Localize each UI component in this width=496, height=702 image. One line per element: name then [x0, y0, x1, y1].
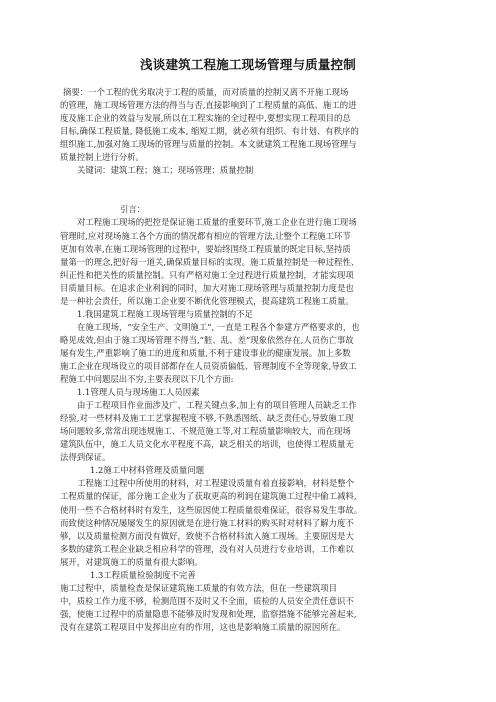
section-1-2-paragraph — [60, 477, 444, 568]
section-1-1-paragraph — [60, 399, 444, 464]
intro-line: 更加有效率,在施工现场管理的过程中，要始终围绕工程质量的既定目标,坚持质 — [60, 243, 351, 254]
abstract-line: 摘要：一个工程的优劣取决于工程的质量，而对质量的控制又离不开施工现场 — [63, 87, 349, 97]
page-title: 浅谈建筑工程施工现场管理与质量控制 — [140, 57, 356, 72]
section-1-heading: 1.我国建筑工程施工现场管理与质量控制的不足 — [77, 308, 253, 319]
abstract-line: 的管理，施工现场管理方法的得当与否,直接影响到了工程质量的高低、施工的进 — [60, 100, 357, 111]
section-1-1-line: 法得到保证。 — [60, 452, 111, 463]
section-1-2-line: 够，以及质量检测方面没有做好，致使不合格材料流入施工现场。主要原因是大 — [60, 530, 354, 541]
document-body — [60, 86, 444, 634]
section-1-2-heading: 1.2施工中材料管理及质量问题 — [90, 465, 205, 476]
intro-line: 管理时,应对现场施工各个方面的情况都有相应的管理方法,让整个工程施工环节 — [60, 230, 351, 241]
section-1-line: 略见成效,但由于施工现场管理不得当,“脏、乱、差”现象依然存在,人员伤亡事故 — [60, 334, 354, 345]
intro-line: 是一种社会责任，所以施工企业要不断优化管理模式，提高建筑工程施工质量。 — [60, 295, 354, 306]
section-1-line: 屡有发生,严重影响了施工的进度和质量,不利于建设事业的健康发展。加上多数 — [60, 347, 351, 358]
intro-line: 目质量目标。在追求企业利润的同时，加大对施工现场管理与质量控制力度是也 — [60, 282, 354, 293]
section-1-1-line: 场问题较多,常常出现违规施工、不规范施工等,对工程质量影响较大，而在现场 — [60, 426, 351, 437]
abstract-line: 目标,确保工程质量, 降低施工成本, 缩短工期，就必须有组织、有计划、有秩序的 — [60, 126, 359, 137]
section-1-1-heading: 1.1管理人员与现场施工人员因素 — [77, 387, 200, 398]
intro-heading: 引言： — [120, 204, 146, 215]
abstract-paragraph — [60, 86, 444, 164]
section-1-2-line: 使用一些不合格材料时有发生，这些原因使工程质量很难保证，很容易发生事故。 — [60, 504, 363, 515]
section-1-2-line: 而致使这种情况屡屡发生的原因就是在进行施工材料的购买时对材料了解力度不 — [60, 517, 354, 528]
section-1-3-heading: 1.3工程质量检验制度不完善 — [90, 569, 196, 580]
abstract-line: 度及施工企业的效益与发展,所以在工程实施的全过程中,要想实现工程项目的总 — [60, 113, 351, 124]
intro-line: 量第一的理念,把好每一道关,确保质量目标的实现。施工质量控制是一种过程性、 — [60, 256, 360, 267]
section-1-2-line: 展开，对建筑施工的质量有很大影响。 — [60, 556, 203, 567]
intro-line: 对工程施工现场的把控是保证施工质量的重要环节,施工企业在进行施工现场 — [77, 217, 357, 228]
section-1-1-line: 由于工程项目作业面涉及广，工程关键点多,加上有的项目管理人员缺乏工作 — [77, 400, 357, 411]
section-1-1-line: 建筑队伍中，施工人员文化水平程度不高，缺乏相关的培训，也使得工程质量无 — [60, 439, 354, 450]
section-1-2-line: 工程施工过程中所使用的材料，对工程建设质量有着直接影响，材料是整个 — [77, 478, 355, 489]
section-1-2-line: 工程质量的保证，部分施工企业为了获取更高的利润在建筑施工过程中偷工减料, — [60, 491, 357, 502]
section-1-3-line: 强，使施工过程中的质量隐患不能够及时发现和处理，监察措施不能够完善起来, — [60, 608, 357, 619]
section-1-3-line: 施工过程中，质量检查是保证建筑施工质量的有效方法，但在一些建筑项目 — [60, 582, 338, 593]
section-1-line: 在施工现场，“安全生产、文明施工”, 一直是工程各个参建方严格要求的，也 — [77, 321, 360, 332]
section-1-3-line: 没有在建筑工程项目中发挥出应有的作用，这也是影响施工质量的原因所在。 — [60, 621, 346, 632]
section-1-1-line: 经验,对一些材料及施工工艺掌握程度不够,不熟悉图纸、缺乏责任心,导致施工现 — [60, 413, 354, 424]
section-1-paragraph — [60, 321, 444, 386]
section-1-line: 程施工中问题层出不穷,主要表现以下几个方面: — [60, 374, 234, 385]
intro-paragraph — [60, 216, 444, 307]
section-1-3-line: 中，质检工作力度不够，检测范围不及时又不全面，质检的人员安全责任意识不 — [60, 595, 354, 606]
intro-line: 纠正性和把关性的质量控制。只有严格对施工全过程进行质量控制，才能实现项 — [60, 269, 354, 280]
section-1-2-line: 多数的建筑工程企业缺乏相应科学的管理，没有对人员进行专业培训，工作难以 — [60, 543, 354, 554]
blank-line — [60, 177, 444, 190]
keywords-line: 关键词：建筑工程；施工；现场管理；质量控制 — [77, 165, 254, 176]
abstract-line: 组织施工,加强对施工现场的管理与质量的控制。本文就建筑工程施工现场管理与 — [60, 139, 357, 150]
section-1-line: 施工企业在现场设立的项目部都存在人员资质偏低、管理制度不全等现象,导致工 — [60, 360, 357, 371]
blank-line — [60, 190, 444, 203]
section-1-3-paragraph — [60, 582, 444, 634]
abstract-line: 质量控制上进行分析。 — [60, 152, 144, 163]
